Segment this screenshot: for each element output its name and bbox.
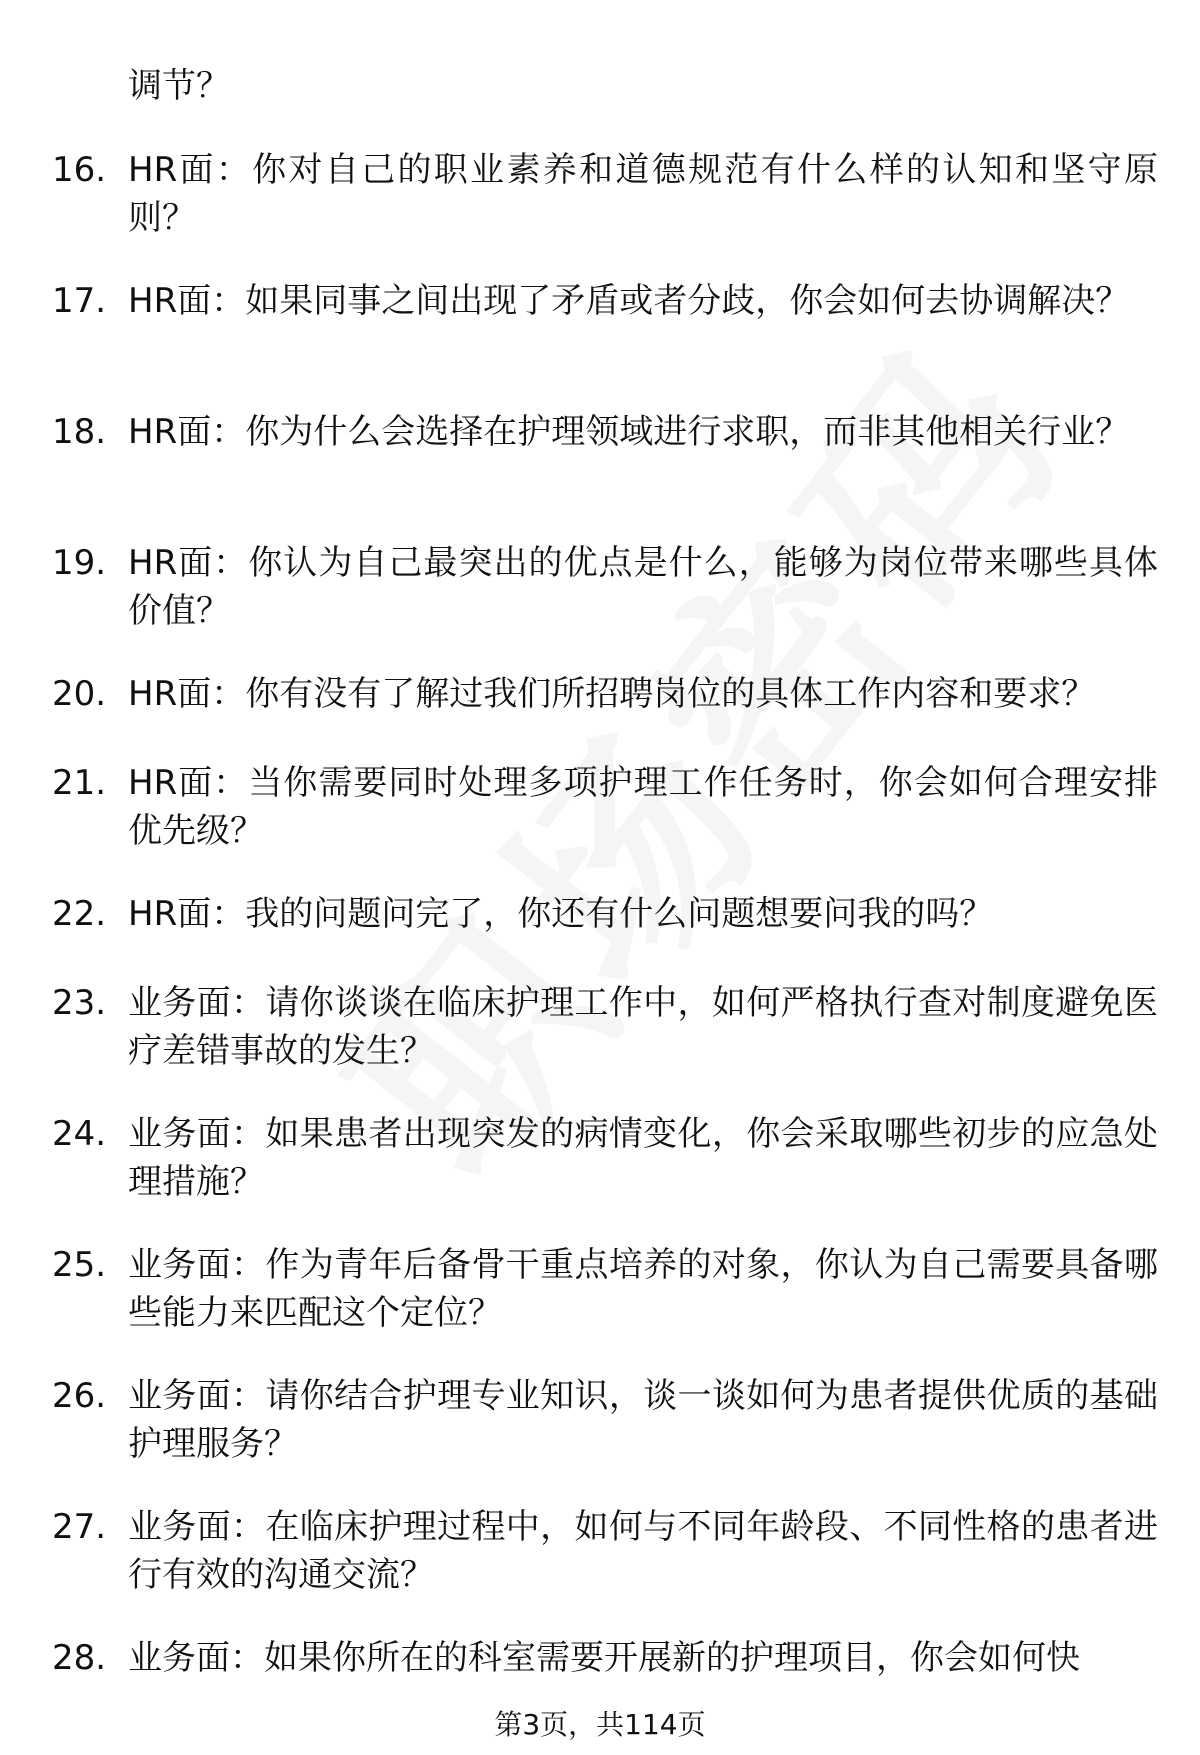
list-item — [0, 890, 1200, 979]
item-number: 21. — [52, 763, 107, 803]
item-text: HR面：你有没有了解过我们所招聘岗位的具体工作内容和要求？ — [128, 674, 1096, 714]
item-text: HR面：当你需要同时处理多项护理工作任务时，你会如何合理安排优先级？ — [128, 763, 1158, 851]
list-item — [0, 146, 1200, 277]
item-number: 23. — [52, 983, 107, 1023]
item-number: 24. — [52, 1114, 107, 1154]
item-number: 25. — [52, 1245, 107, 1285]
list-item — [0, 277, 1200, 408]
item-number: 22. — [52, 894, 107, 934]
item-number: 26. — [52, 1376, 107, 1416]
list-item — [0, 670, 1200, 759]
question-list — [0, 146, 1200, 1723]
item-text: 业务面：请你谈谈在临床护理工作中，如何严格执行查对制度避免医疗差错事故的发生？ — [128, 983, 1158, 1071]
item-number: 16. — [52, 150, 107, 190]
list-item — [0, 408, 1200, 539]
item-text: HR面：你为什么会选择在护理领域进行求职，而非其他相关行业？ — [128, 412, 1130, 452]
item-text: HR面：如果同事之间出现了矛盾或者分歧，你会如何去协调解决？ — [128, 281, 1130, 321]
list-item — [0, 1241, 1200, 1372]
list-item — [0, 1503, 1200, 1634]
item-text: HR面：我的问题问完了，你还有什么问题想要问我的吗？ — [128, 894, 994, 934]
item-number: 17. — [52, 281, 107, 321]
item-number: 19. — [52, 543, 107, 583]
item-text: 业务面：在临床护理过程中，如何与不同年龄段、不同性格的患者进行有效的沟通交流？ — [128, 1507, 1158, 1595]
item-number: 27. — [52, 1507, 107, 1547]
item-text: 业务面：如果患者出现突发的病情变化，你会采取哪些初步的应急处理措施？ — [128, 1114, 1158, 1202]
item-number: 18. — [52, 412, 107, 452]
list-item — [0, 759, 1200, 890]
item-text: HR面：你对自己的职业素养和道德规范有什么样的认知和坚守原则？ — [128, 150, 1158, 238]
item-text: HR面：你认为自己最突出的优点是什么，能够为岗位带来哪些具体价值？ — [128, 543, 1158, 631]
list-item — [0, 979, 1200, 1110]
item-text: 业务面：作为青年后备骨干重点培养的对象，你认为自己需要具备哪些能力来匹配这个定位？ — [128, 1245, 1158, 1333]
item-number: 20. — [52, 674, 107, 714]
continuation-text: 调节？ — [128, 66, 230, 106]
item-number: 28. — [52, 1638, 107, 1678]
item-text: 业务面：请你结合护理专业知识，谈一谈如何为患者提供优质的基础护理服务？ — [128, 1376, 1158, 1464]
list-item — [0, 1110, 1200, 1241]
list-item — [0, 1372, 1200, 1503]
page-footer: 第3页，共114页 — [494, 1708, 706, 1741]
list-item — [0, 539, 1200, 670]
item-text: 业务面：如果你所在的科室需要开展新的护理项目，你会如何快 — [128, 1638, 1080, 1678]
